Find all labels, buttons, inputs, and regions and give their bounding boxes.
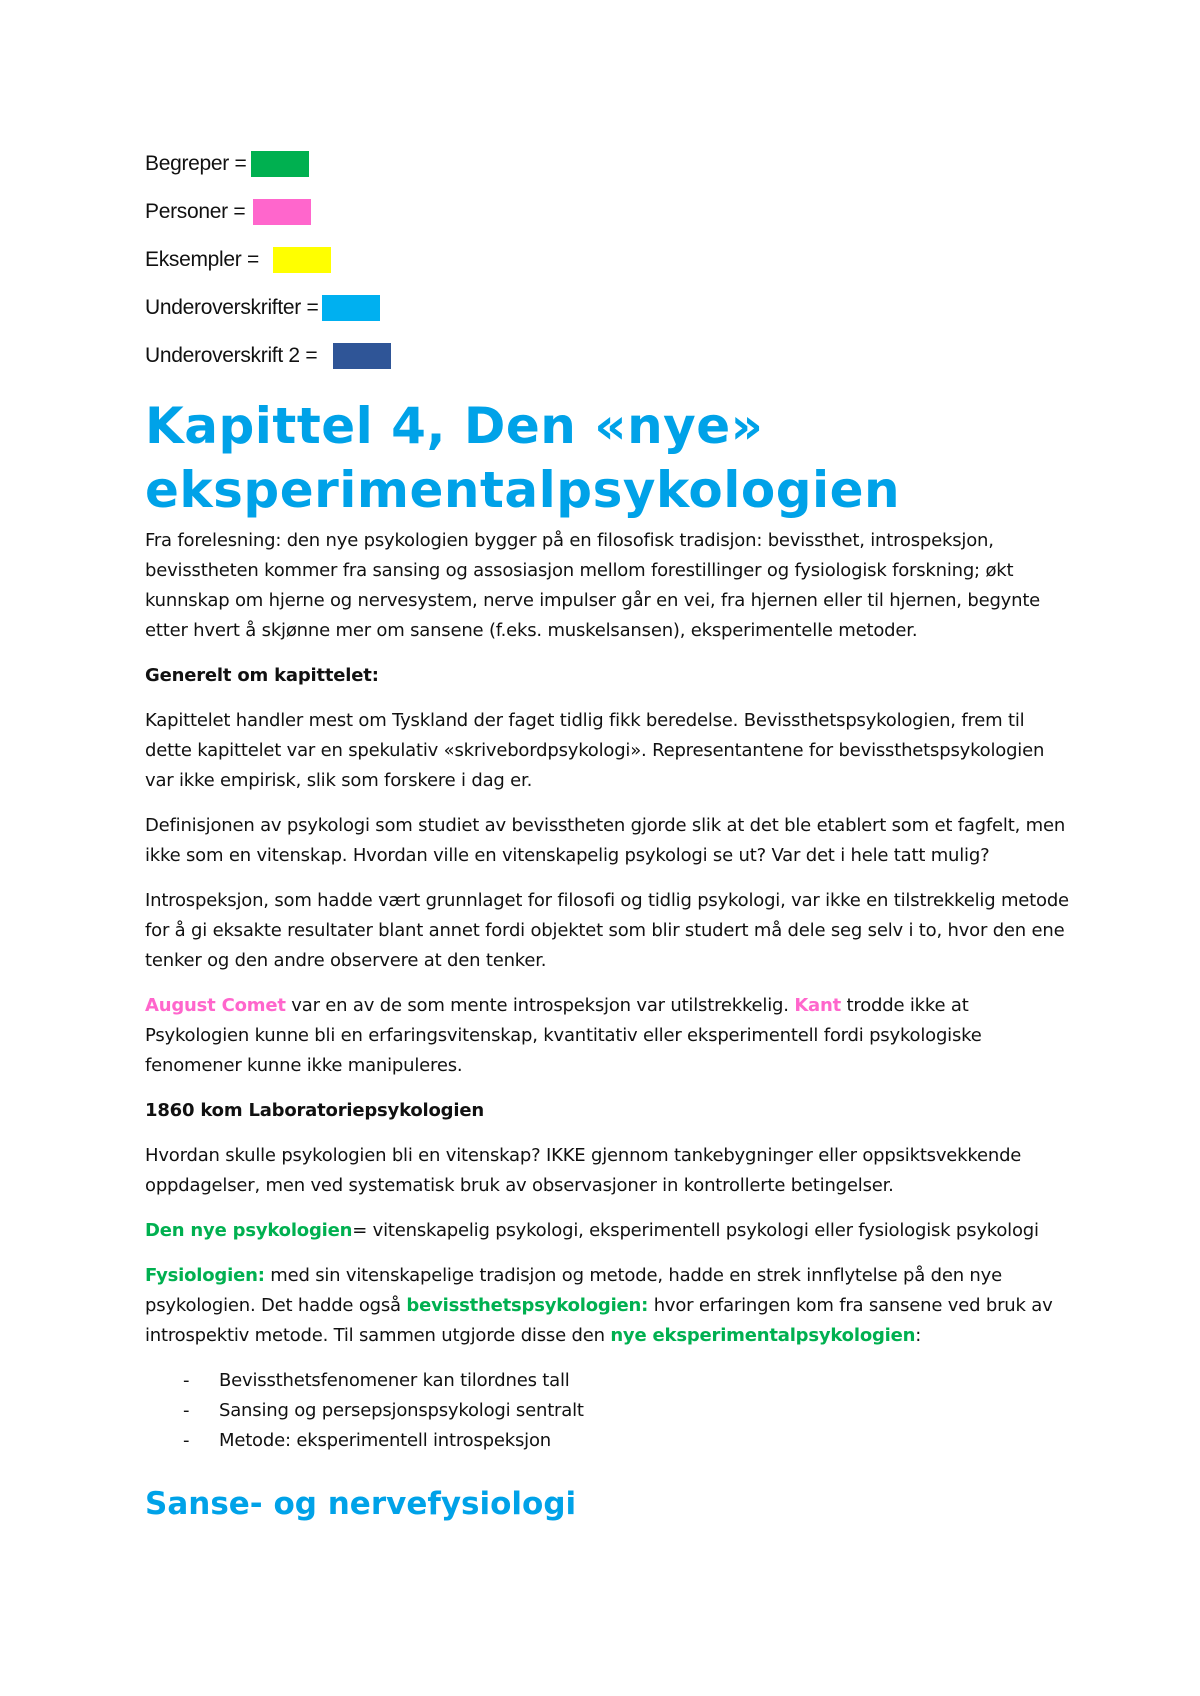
- legend-row-underoverskrift-2: [145, 332, 1075, 380]
- legend-swatch-yellow: [273, 247, 331, 273]
- chapter-title-line-2: eksperimentalpsykologien: [145, 461, 901, 519]
- term-fysiologien: Fysiologien:: [145, 1265, 265, 1286]
- paragraph-3: Introspeksjon, som hadde vært grunnlaget for filosofi og tidlig psykologi, var ikke en tilstrekkelig metode for å gi eksakte resultater blant annet fordi objektet som blir studert må dele seg selv i to, hvor den ene tenker og den andre observere at den tenker.: [145, 890, 1069, 971]
- bullet-dash: -: [183, 1430, 190, 1451]
- term-nye-eksperimentalpsykologien: nye eksperimentalpsykologien: [610, 1325, 916, 1346]
- lab-heading: 1860 kom Laboratoriepsykologien: [145, 1100, 484, 1121]
- text: :: [915, 1325, 922, 1346]
- legend-swatch-pink: [253, 199, 311, 225]
- term-bevissthetspsykologien: bevissthetspsykologien:: [406, 1295, 649, 1316]
- text: var en av de som mente introspeksjon var utilstrekkelig.: [285, 995, 795, 1016]
- paragraph-1: Kapittelet handler mest om Tyskland der faget tidlig fikk beredelse. Bevissthetspsykologien, frem til dette kapittelet var en spekulativ «skrivebordpsykologi». Representantene for bevissthetspsykologien var ikke empirisk, slik som forskere i dag er.: [145, 710, 1045, 791]
- legend-swatch-darkblue: [333, 343, 391, 369]
- legend-label: Eksempler =: [145, 248, 259, 271]
- list-item: - Metode: eksperimentell introspeksjon: [183, 1426, 1075, 1456]
- legend-swatch-lightblue: [322, 295, 380, 321]
- paragraph-4: [145, 991, 1075, 1081]
- term-den-nye-psykologien: Den nye psykologien: [145, 1220, 353, 1241]
- paragraph-7: [145, 1261, 1075, 1351]
- text: trodde ikke at Psykologien kunne bli en erfaringsvitenskap, kvantitativ eller eksperimentell fordi psykologiske fenomener kunne ikke manipuleres.: [145, 995, 982, 1076]
- legend-label: Underoverskrifter =: [145, 296, 319, 319]
- paragraph-5: Hvordan skulle psykologien bli en vitenskap? IKKE gjennom tankebygninger eller oppsiktsvekkende oppdagelser, men ved systematisk bruk av observasjoner in kontrollerte betingelser.: [145, 1145, 1022, 1196]
- person-august-comte: August Comet: [145, 995, 286, 1016]
- list-item: - Bevissthetsfenomener kan tilordnes tall: [183, 1366, 1075, 1396]
- legend-swatch-green: [251, 151, 309, 177]
- document-content: [145, 140, 1075, 1524]
- person-kant: Kant: [794, 995, 842, 1016]
- general-heading: Generelt om kapittelet:: [145, 665, 379, 686]
- list-item: - Sansing og persepsjonspsykologi sentralt: [183, 1396, 1075, 1426]
- chapter-title-line-1: Kapittel 4, Den «nye»: [145, 397, 764, 455]
- text: hvor erfaringen kom fra sansene ved bruk av introspektiv metode. Til sammen utgjorde disse den: [145, 1295, 1053, 1346]
- text: = vitenskapelig psykologi, eksperimentell psykologi eller fysiologisk psykologi: [352, 1220, 1039, 1241]
- legend-label: Begreper =: [145, 152, 247, 175]
- paragraph-6: [145, 1216, 1075, 1246]
- bullet-list: [145, 1366, 1075, 1456]
- section-heading: Sanse- og nervefysiologi: [145, 1486, 577, 1522]
- legend-row-begreper: [145, 140, 1075, 188]
- legend-row-eksempler: [145, 236, 1075, 284]
- legend-row-underoverskrifter: [145, 284, 1075, 332]
- legend-label: Underoverskrift 2 =: [145, 344, 318, 367]
- paragraph-2: Definisjonen av psykologi som studiet av bevisstheten gjorde slik at det ble etablert som et fagfelt, men ikke som en vitenskap. Hvordan ville en vitenskapelig psykologi se ut? Var det i hele tatt mulig?: [145, 815, 1066, 866]
- chapter-title: [145, 394, 1075, 522]
- legend-label: Personer =: [145, 200, 246, 223]
- color-legend: [145, 140, 1075, 380]
- intro-paragraph: Fra forelesning: den nye psykologien bygger på en filosofisk tradisjon: bevissthet, introspeksjon, bevisstheten kommer fra sansing og assosiasjon mellom forestillinger og fysiologisk forskning; økt kunnskap om hjerne og nervesystem, nerve impulser går en vei, fra hjernen eller til hjernen, begynte etter hvert å skjønne mer om sansene (f.eks. muskelsansen), eksperimentelle metoder.: [145, 530, 1041, 641]
- bullet-dash: -: [183, 1370, 190, 1391]
- text: med sin vitenskapelige tradisjon og metode, hadde en strek innflytelse på den nye psykologien. Det hadde også: [145, 1265, 1002, 1316]
- legend-row-personer: [145, 188, 1075, 236]
- bullet-dash: -: [183, 1400, 190, 1421]
